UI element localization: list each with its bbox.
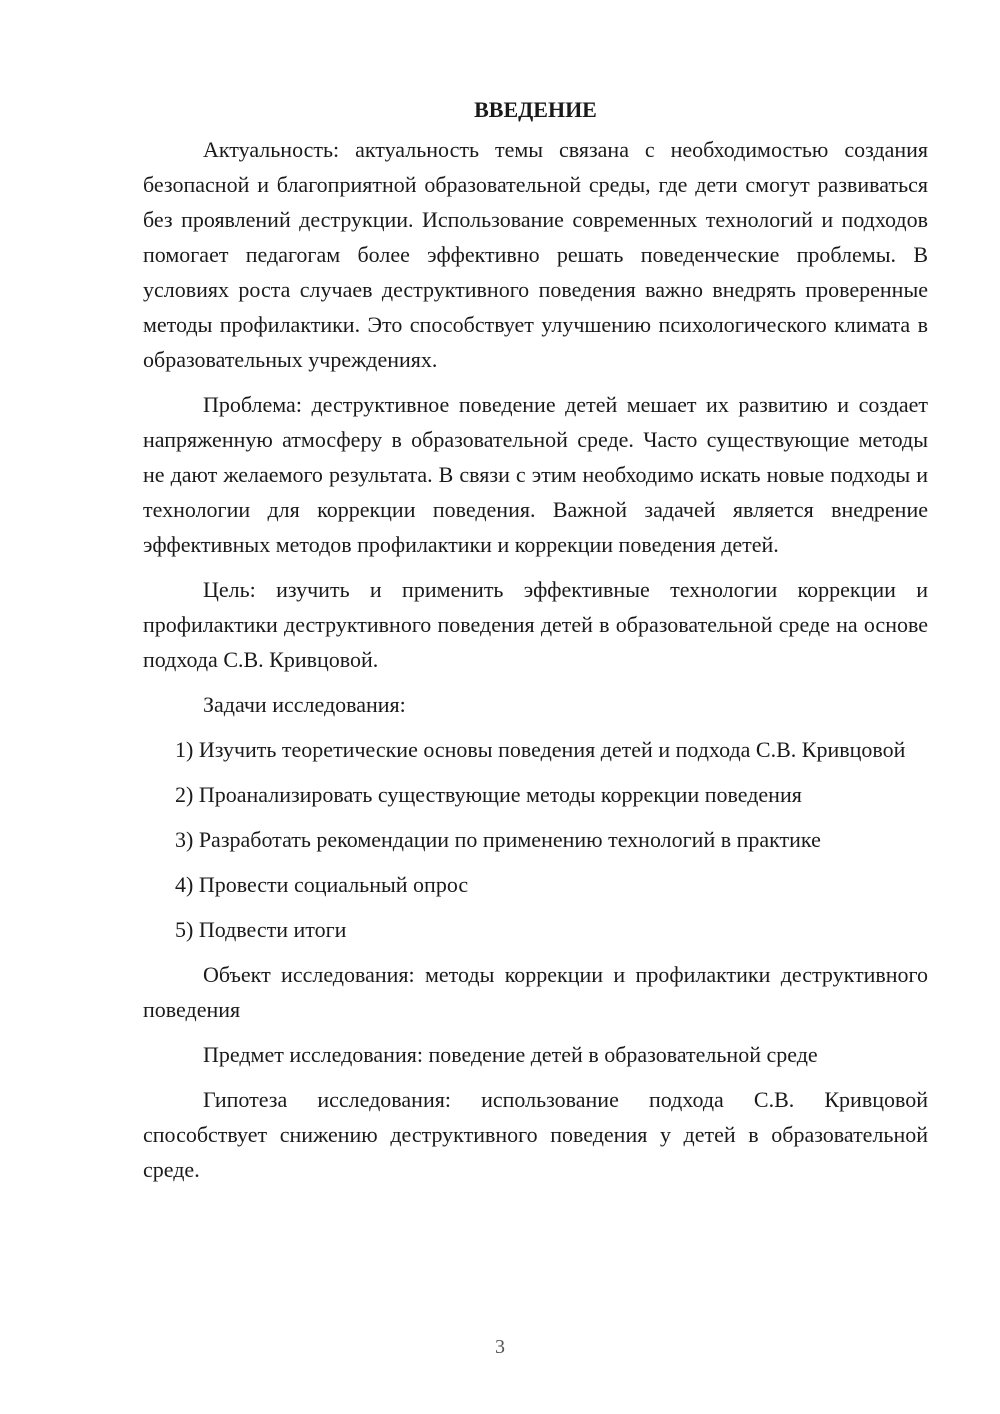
task-item: 3) Разработать рекомендации по применению технологий в практике <box>175 827 821 852</box>
paragraph-relevance: Актуальность: актуальность темы связана с необходимостью создания безопасной и благоприятной образовательной среды, где дети смогут развиваться без проявлений деструкции. Использование современных технологий и подходов помогает педагогам более эффективно решать поведенческие проблемы. В условиях роста случаев деструктивного поведения важно внедрять проверенные методы профилактики. Это способствует улучшению психологического климата в образовательных учреждениях. <box>143 137 928 372</box>
task-item: 4) Провести социальный опрос <box>175 872 469 897</box>
page-number: 3 <box>495 1336 505 1358</box>
paragraph-subject: Предмет исследования: поведение детей в образовательной среде <box>203 1042 818 1067</box>
paragraph-hypothesis: Гипотеза исследования: использование подхода С.В. Кривцовой способствует снижению деструктивного поведения у детей в образовательной среде. <box>143 1087 928 1182</box>
paragraph-tasks-heading: Задачи исследования: <box>203 692 406 717</box>
paragraph-goal: Цель: изучить и применить эффективные технологии коррекции и профилактики деструктивного поведения детей в образовательной среде на основе подхода С.В. Кривцовой. <box>143 577 928 672</box>
task-item: 2) Проанализировать существующие методы коррекции поведения <box>175 782 802 807</box>
paragraph-object: Объект исследования: методы коррекции и профилактики деструктивного поведения <box>143 962 928 1022</box>
task-item: 1) Изучить теоретические основы поведения детей и подхода С.В. Кривцовой <box>175 737 906 762</box>
section-title: ВВЕДЕНИЕ <box>474 97 597 122</box>
task-item: 5) Подвести итоги <box>175 917 347 942</box>
paragraph-problem: Проблема: деструктивное поведение детей мешает их развитию и создает напряженную атмосферу в образовательной среде. Часто существующие методы не дают желаемого результата. В связи с этим необходимо искать новые подходы и технологии для коррекции поведения. Важной задачей является внедрение эффективных методов профилактики и коррекции поведения детей. <box>143 392 928 557</box>
document-page <box>143 92 928 1197</box>
